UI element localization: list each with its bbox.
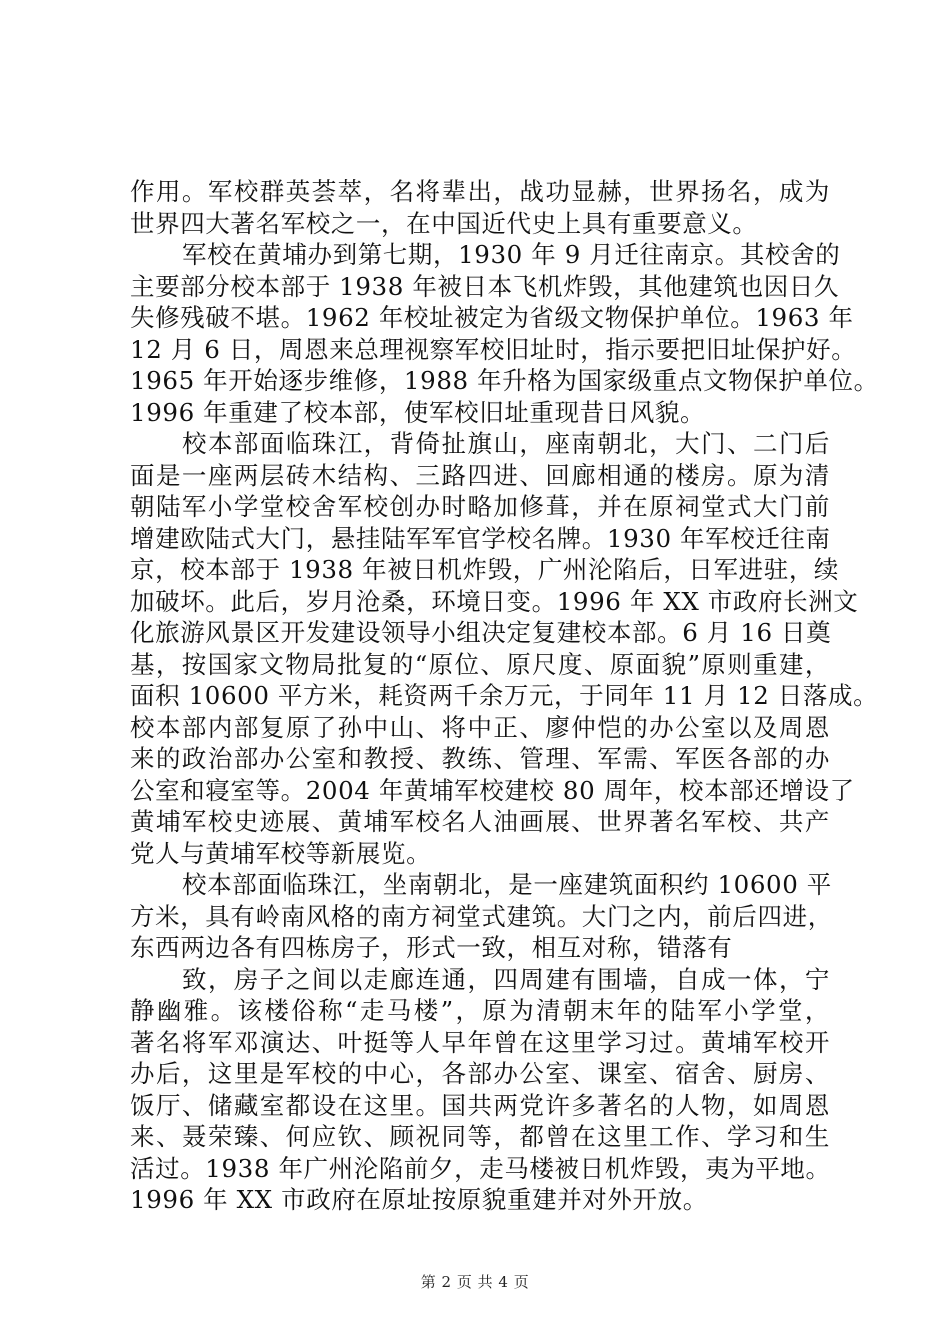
text-line: 化旅游风景区开发建设领导小组决定复建校本部。6 月 16 日奠	[130, 618, 832, 647]
text-line: 面积 10600 平方米，耗资两千余万元，于同年 11 月 12 日落成。	[130, 681, 879, 710]
text-line: 失修残破不堪。1962 年校址被定为省级文物保护单位。1963 年	[130, 303, 854, 332]
text-line: 来、聂荣臻、何应钦、顾祝同等，都曾在这里工作、学习和生	[130, 1122, 830, 1151]
text-line: 京，校本部于 1938 年被日机炸毁，广州沦陷后，日军进驻，续	[130, 555, 840, 584]
text-line: 军校在黄埔办到第七期，1930 年 9 月迁往南京。其校舍的	[182, 240, 841, 269]
text-line: 朝陆军小学堂校舍军校创办时略加修葺，并在原祠堂式大门前	[130, 492, 830, 521]
text-line: 面是一座两层砖木结构、三路四进、回廊相通的楼房。原为清	[130, 460, 830, 490]
page-footer: 第 2 页 共 4 页	[420, 1273, 530, 1291]
text-line: 来的政治部办公室和教授、教练、管理、军需、军医各部的办	[130, 744, 830, 773]
text-line: 静幽雅。该楼俗称“走马楼”，原为清朝末年的陆军小学堂，	[130, 996, 830, 1025]
text-line: 活过。1938 年广州沦陷前夕，走马楼被日机炸毁，夷为平地。	[130, 1153, 831, 1183]
text-line: 作用。军校群英荟萃，名将辈出，战功显赫，世界扬名，成为	[130, 177, 830, 206]
text-line: 12 月 6 日，周恩来总理视察军校旧址时，指示要把旧址保护好。	[130, 334, 857, 364]
text-line: 东西两边各有四栋房子，形式一致，相互对称，错落有	[130, 933, 733, 962]
text-line: 方米，具有岭南风格的南方祠堂式建筑。大门之内，前后四进，	[130, 901, 833, 931]
text-line: 1996 年重建了校本部，使军校旧址重现昔日风貌。	[130, 397, 706, 427]
text-line: 主要部分校本部于 1938 年被日本飞机炸毁，其他建筑也因日久	[130, 271, 840, 301]
text-line: 增建欧陆式大门，悬挂陆军军官学校名牌。1930 年军校迁往南	[130, 523, 831, 553]
text-line: 1965 年开始逐步维修，1988 年升格为国家级重点文物保护单位。	[130, 366, 879, 395]
text-line: 1996 年 XX 市政府在原址按原貌重建并对外开放。	[130, 1185, 708, 1214]
text-line: 校本部内部复原了孙中山、将中正、廖仲恺的办公室以及周恩	[130, 712, 830, 742]
text-line: 公室和寝室等。2004 年黄埔军校建校 80 周年，校本部还增设了	[130, 775, 855, 805]
text-line: 办后，这里是军校的中心，各部办公室、课室、宿舍、厨房、	[130, 1059, 830, 1088]
text-line: 著名将军邓演达、叶挺等人早年曾在这里学习过。黄埔军校开	[130, 1027, 830, 1057]
text-line: 党人与黄埔军校等新展览。	[130, 838, 432, 868]
text-line: 加破坏。此后，岁月沧桑，环境日变。1996 年 XX 市政府长洲文	[130, 586, 859, 616]
text-line: 致，房子之间以走廊连通，四周建有围墙，自成一体，宁	[182, 964, 830, 994]
text-line: 校本部面临珠江，坐南朝北，是一座建筑面积约 10600 平	[182, 870, 832, 899]
text-line: 基，按国家文物局批复的“原位、原尺度、原面貌”原则重建，	[130, 649, 830, 679]
body-text	[130, 176, 879, 1216]
text-line: 世界四大著名军校之一，在中国近代史上具有重要意义。	[130, 208, 758, 238]
text-line: 黄埔军校史迹展、黄埔军校名人油画展、世界著名军校、共产	[130, 807, 830, 836]
text-line: 校本部面临珠江，背倚扯旗山，座南朝北，大门、二门后	[182, 429, 830, 458]
text-line: 饭厅、储藏室都设在这里。国共两党许多著名的人物，如周恩	[130, 1090, 830, 1120]
